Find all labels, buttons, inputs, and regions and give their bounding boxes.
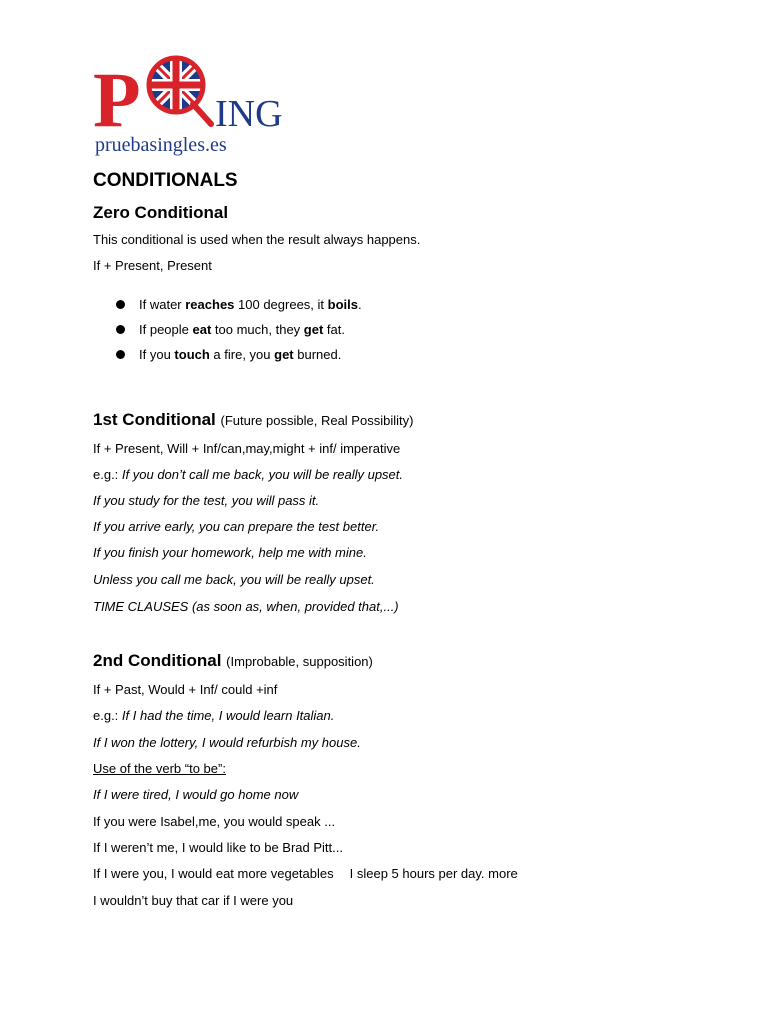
logo-letters-ing: ING bbox=[215, 93, 283, 135]
second-conditional-note: (Improbable, supposition) bbox=[226, 654, 373, 669]
second-conditional-formula: If + Past, Would + Inf/ could +inf bbox=[93, 682, 278, 697]
bullet-icon bbox=[116, 300, 125, 309]
logo-letter-p: P bbox=[93, 56, 141, 143]
list-item: If you touch a fire, you get burned. bbox=[116, 347, 341, 362]
list-item: If water reaches 100 degrees, it boils. bbox=[116, 297, 362, 312]
second-conditional-line: If I won the lottery, I would refurbish my house. bbox=[93, 735, 361, 750]
page-title: CONDITIONALS bbox=[93, 170, 238, 191]
bullet-icon bbox=[116, 350, 125, 359]
second-conditional-example: e.g.: If I had the time, I would learn Italian. bbox=[93, 708, 335, 723]
first-conditional-note: (Future possible, Real Possibility) bbox=[220, 413, 414, 428]
zero-conditional-description: This conditional is used when the result always happens. bbox=[93, 232, 421, 247]
second-conditional-line: If I were you, I would eat more vegetables I sleep 5 hours per day. more bbox=[93, 866, 518, 881]
first-conditional-formula: If + Present, Will + Inf/can,may,might + inf/ imperative bbox=[93, 441, 401, 456]
first-conditional-line: If you arrive early, you can prepare the test better. bbox=[93, 519, 380, 534]
bullet-icon bbox=[116, 325, 125, 334]
first-conditional-line: If you study for the test, you will pass it. bbox=[93, 493, 320, 508]
first-conditional-line: If you finish your homework, help me with mine. bbox=[93, 545, 367, 560]
second-conditional-line: If I were tired, I would go home now bbox=[93, 787, 299, 802]
zero-conditional-formula: If + Present, Present bbox=[93, 258, 212, 273]
time-clauses-line: TIME CLAUSES (as soon as, when, provided that,...) bbox=[93, 599, 399, 614]
second-conditional-heading: 2nd Conditional (Improbable, supposition) bbox=[93, 651, 373, 670]
second-conditional-line: If you were Isabel,me, you would speak ... bbox=[93, 814, 336, 829]
logo-site-url: pruebasingles.es bbox=[95, 134, 227, 156]
site-logo bbox=[93, 48, 305, 160]
uk-flag-icon bbox=[149, 58, 211, 124]
second-conditional-line: I wouldn’t buy that car if I were you bbox=[93, 893, 294, 908]
first-conditional-heading: 1st Conditional (Future possible, Real Possibility) bbox=[93, 410, 414, 429]
list-item: If people eat too much, they get fat. bbox=[116, 322, 345, 337]
first-conditional-line: Unless you call me back, you will be really upset. bbox=[93, 572, 375, 587]
zero-conditional-heading: Zero Conditional bbox=[93, 203, 229, 222]
second-conditional-line: If I weren’t me, I would like to be Brad Pitt... bbox=[93, 840, 343, 855]
first-conditional-example: e.g.: If you don’t call me back, you will be really upset. bbox=[93, 467, 404, 482]
verb-to-be-heading: Use of the verb “to be”: bbox=[93, 761, 226, 776]
